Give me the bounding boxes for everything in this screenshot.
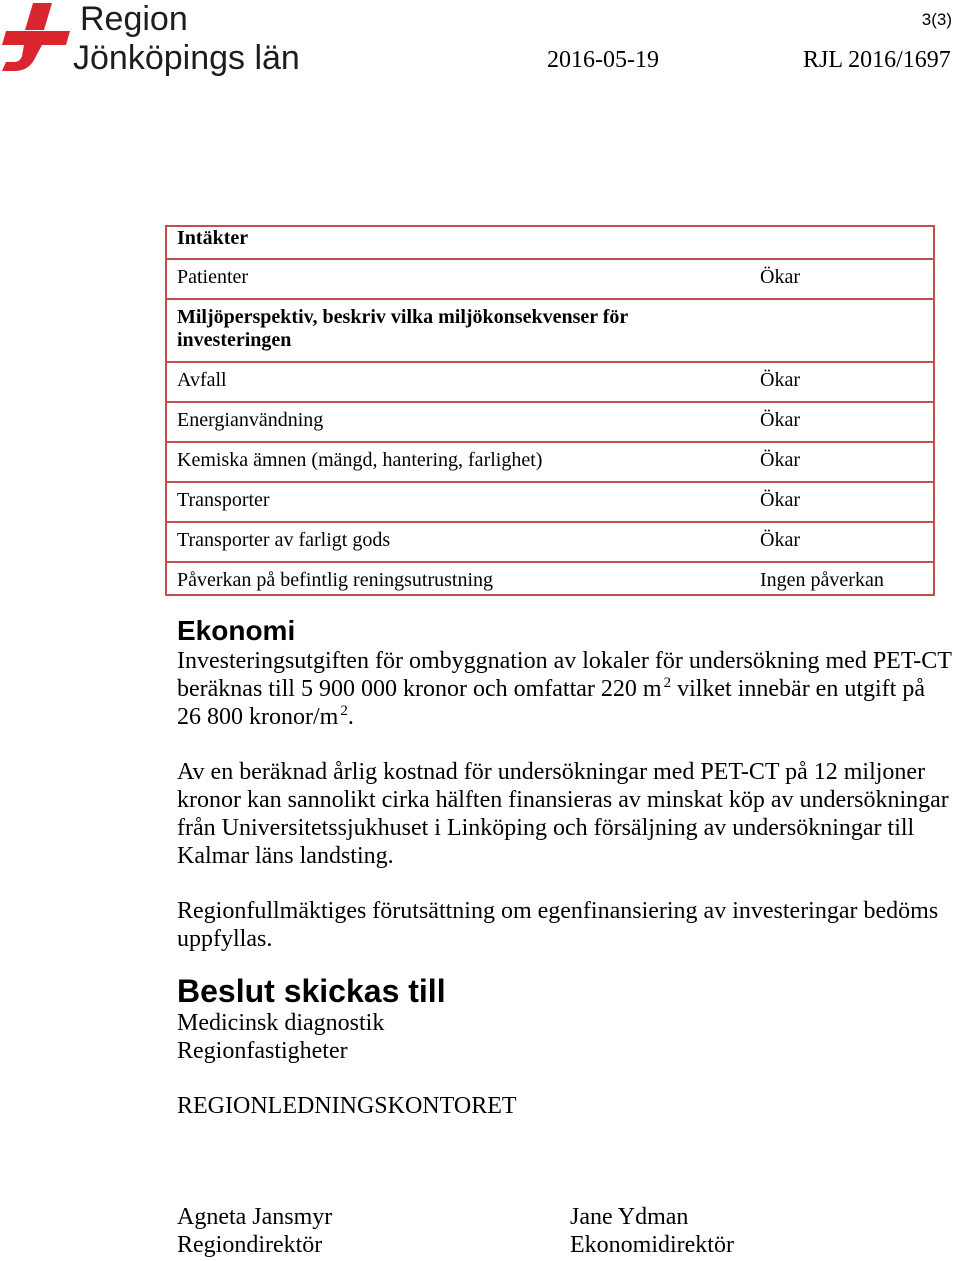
region-logo-mark-icon (0, 0, 72, 72)
logo-text-county: Jönköpings län (73, 39, 300, 77)
table-cell-value: Ökar (760, 409, 800, 431)
paragraph-text: Investeringsutgiften för ombyggnation av lokaler för undersökning med PET-CT beräknas till 5 900 000 kronor och omfattar 220 m (177, 648, 952, 702)
logo-text-region: Region (80, 0, 188, 38)
table-row (167, 481, 933, 521)
table-section-heading: Intäkter (177, 227, 249, 249)
page-number: 3(3) (921, 10, 952, 29)
table-cell-value: Ökar (760, 529, 800, 551)
table-cell-label: Påverkan på befintlig reningsutrustning (177, 569, 494, 591)
table-section-heading: Miljöperspektiv, beskriv vilka miljökonsekvenser för investeringen (177, 306, 628, 351)
office-name: REGIONLEDNINGSKONTORET (177, 1093, 517, 1119)
signatory-name: Jane Ydman (570, 1204, 689, 1230)
table-row (167, 298, 933, 361)
list-item: Medicinsk diagnostik (177, 1010, 385, 1036)
table-cell-value: Ökar (760, 449, 800, 471)
recipient-list (177, 1009, 384, 1065)
table-cell-value (760, 306, 933, 361)
table-cell-value: Ökar (760, 369, 800, 391)
ekonomi-paragraph-1 (177, 647, 960, 731)
signatory-name: Agneta Jansmyr (177, 1204, 333, 1230)
impact-table (165, 225, 935, 596)
table-cell-label: Transporter (177, 489, 270, 511)
table-cell-label: Energianvändning (177, 409, 324, 431)
table-row (167, 401, 933, 441)
paragraph-text: . (347, 704, 354, 730)
table-cell-label: Avfall (177, 369, 227, 391)
table-cell-label: Kemiska ämnen (mängd, hantering, farlighet) (177, 449, 543, 471)
document-date: 2016-05-19 (547, 47, 659, 73)
ekonomi-paragraph-3: Regionfullmäktiges förutsättning om egenfinansiering av investeringar bedöms uppfyllas. (177, 898, 939, 952)
table-row (167, 225, 933, 258)
table-cell-value: Ökar (760, 489, 800, 511)
ekonomi-paragraph-2: Av en beräknad årlig kostnad för undersökningar med PET-CT på 12 miljoner kronor kan sannolikt cirka hälften finansieras av minskat köp av undersökningar från Universitetssjukhuset i Linköping och försäljning av undersökningar till Kalmar läns landsting. (177, 759, 949, 869)
superscript: 2 (663, 675, 672, 691)
list-item: Regionfastigheter (177, 1038, 348, 1064)
section-heading-ekonomi: Ekonomi (177, 615, 296, 646)
table-row (167, 361, 933, 401)
paragraph-text: vilket innebär en utgift på 26 800 kronor/m (177, 676, 925, 730)
table-row (167, 258, 933, 298)
section-heading-beslut: Beslut skickas till (177, 973, 446, 1009)
document-reference: RJL 2016/1697 (803, 47, 951, 73)
table-cell-label: Patienter (177, 266, 249, 288)
table-cell-value: Ökar (760, 266, 800, 288)
table-row (167, 441, 933, 481)
signatory-title: Ekonomidirektör (570, 1232, 734, 1258)
table-cell-value (760, 227, 933, 258)
table-row (167, 521, 933, 561)
signature-block (570, 1203, 734, 1259)
signature-block (177, 1203, 332, 1259)
table-cell-label: Transporter av farligt gods (177, 529, 391, 551)
signatory-title: Regiondirektör (177, 1232, 323, 1258)
table-cell-value: Ingen påverkan (760, 569, 884, 591)
superscript: 2 (340, 703, 348, 719)
table-row (167, 561, 933, 596)
